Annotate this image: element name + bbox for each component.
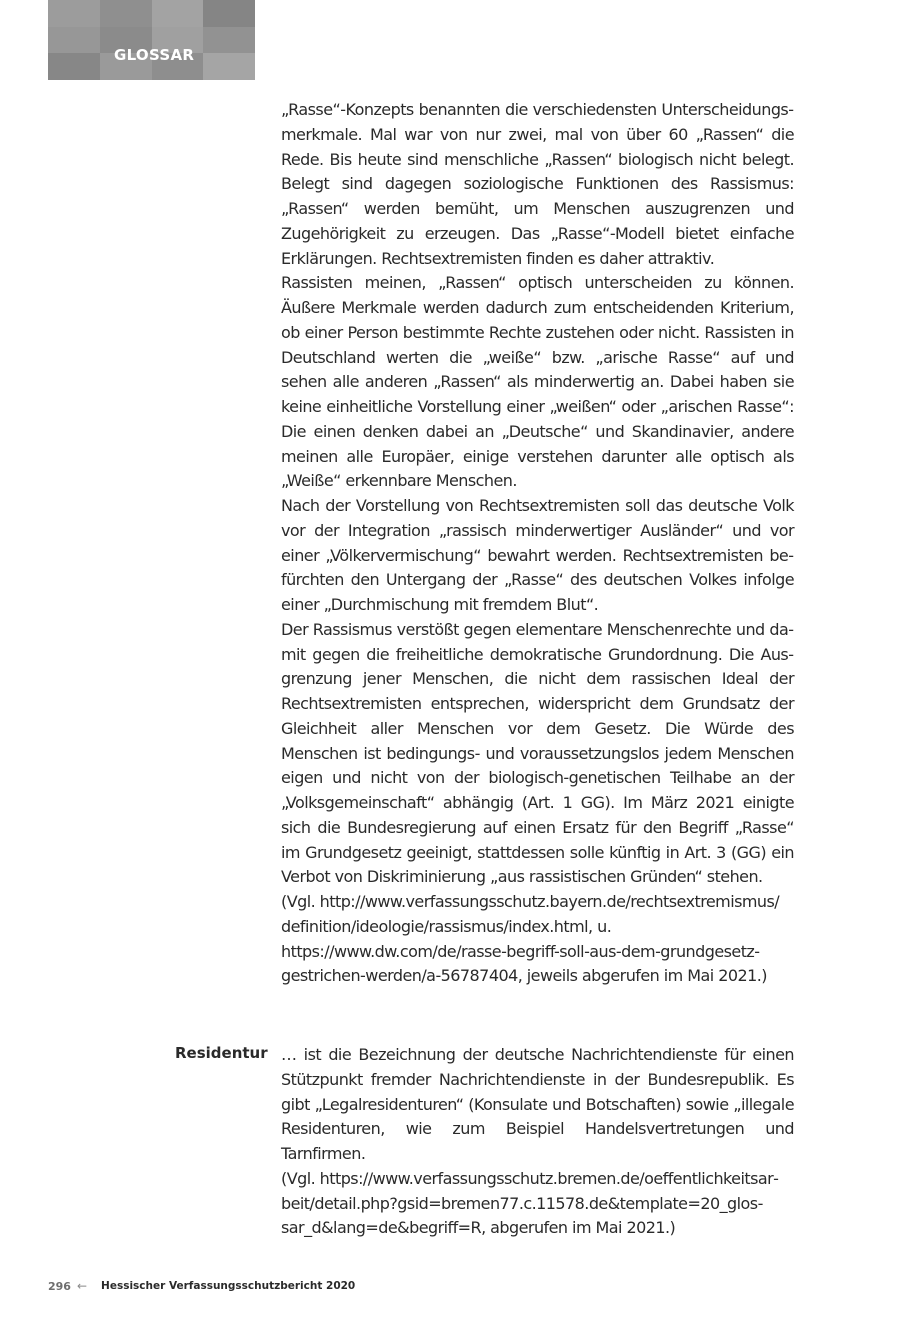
mosaic-tile [152, 0, 204, 27]
mosaic-tile [100, 0, 152, 27]
body-paragraph: Rassisten meinen, „Rassen“ optisch unterscheiden zu können. Äußere Merkmale werden dadurch zum entscheidenden Kriterium, ob einer Person bestimmte Rechte zustehen oder nicht. Rassisten in Deutschland werten die „weiße“ bzw. „arische Rasse“ auf und sehen alle anderen „Rassen“ als minderwertig an. Dabei haben sie keine einheitliche Vorstellung einer „weißen“ oder „arischen Rasse“: Die einen denken dabei an „Deutsche“ und Skandinavier, andere meinen alle Europäer, einige verstehen darunter alle optisch als „Weiße“ erkennbare Menschen. [281, 273, 794, 491]
body-paragraph: Der Rassismus verstößt gegen elementare Menschenrechte und damit gegen die freiheitliche demokratische Grundordnung. Die Ausgrenzung jener Menschen, die nicht dem rassischen Ideal der Rechtsextremisten entsprechen, widerspricht dem Grundsatz der Gleichheit aller Menschen vor dem Gesetz. Die Würde des Menschen ist bedingungs- und voraussetzungslos jedem Menschen eigen und nicht von der biologisch-genetischen Teilhabe an der „Volksgemeinschaft“ abhängig (Art. 1 GG). Im März 2021 einigte sich die Bundesregierung auf einen Ersatz für den Begriff „Rasse“ im Grundgesetz geeinigt, stattdessen solle künftig in Art. 3 (GG) ein Verbot von Diskriminierung „aus rassistischen Gründen“ stehen. [281, 619, 794, 887]
mosaic-tile [203, 27, 255, 54]
section-header [48, 0, 255, 80]
rasse-entry-continuation [281, 98, 794, 989]
mosaic-tile [48, 0, 100, 27]
mosaic-tile [48, 53, 100, 80]
page-footer [48, 1279, 355, 1293]
body-paragraph: Nach der Vorstellung von Rechtsextremisten soll das deutsche Volk vor der Integration „rassisch minderwertiger Ausländer“ und vor einer „Völkervermischung“ bewahrt werden. Rechtsextremisten befürchten den Untergang der „Rasse“ des deutschen Volkes infolge einer „Durchmischung mit fremdem Blut“. [281, 496, 794, 614]
source-reference: (Vgl. https://www.verfassungsschutz.bremen.de/oeffentlichkeitsarbeit/detail.php?gsid=bremen77.c.11578.de&template=20_glossar_d&lang=de&begriff=R, abgerufen im Mai 2021.) [281, 1168, 779, 1238]
publication-title: Hessischer Verfassungsschutzbericht 2020 [101, 1280, 356, 1292]
mosaic-tile [203, 0, 255, 27]
glossary-term-residentur: Residentur [175, 1044, 268, 1062]
residentur-entry [281, 1043, 794, 1241]
mosaic-tile [48, 27, 100, 54]
page-number: 296 [48, 1279, 71, 1293]
body-paragraph: „Rasse“-Konzepts benannten die verschiedensten Unterscheidungsmerkmale. Mal war von nur zwei, mal von über 60 „Rassen“ die Rede. Bis heute sind menschliche „Rassen“ biologisch nicht belegt. Belegt sind dagegen soziologische Funktionen des Rassismus: „Rassen“ werden bemüht, um Menschen auszugrenzen und Zugehörigkeit zu erzeugen. Das „Rasse“-Modell bietet einfache Erklärungen. Rechtsextremisten finden es daher attraktiv. [281, 100, 794, 268]
body-paragraph: … ist die Bezeichnung der deutsche Nachrichtendienste für einen Stützpunkt fremder Nachrichtendienste in der Bundesrepublik. Es gibt „Legalresidenturen“ (Konsulate und Botschaften) sowie „illegale Residenturen, wie zum Beispiel Handelsvertretungen und Tarnfirmen. [281, 1045, 794, 1163]
arrow-left-icon: ← [76, 1279, 88, 1293]
section-title: GLOSSAR [114, 46, 195, 64]
source-reference: (Vgl. http://www.verfassungsschutz.bayern.de/rechtsextremismus/ definition/ideologie/rassismus/index.html, u. https://www.dw.com/de/rasse-begriff-soll-aus-dem-grundgesetz-gestrichen-werden/a-56787404, jeweils abgerufen im Mai 2021.) [281, 892, 780, 986]
mosaic-tile [203, 53, 255, 80]
